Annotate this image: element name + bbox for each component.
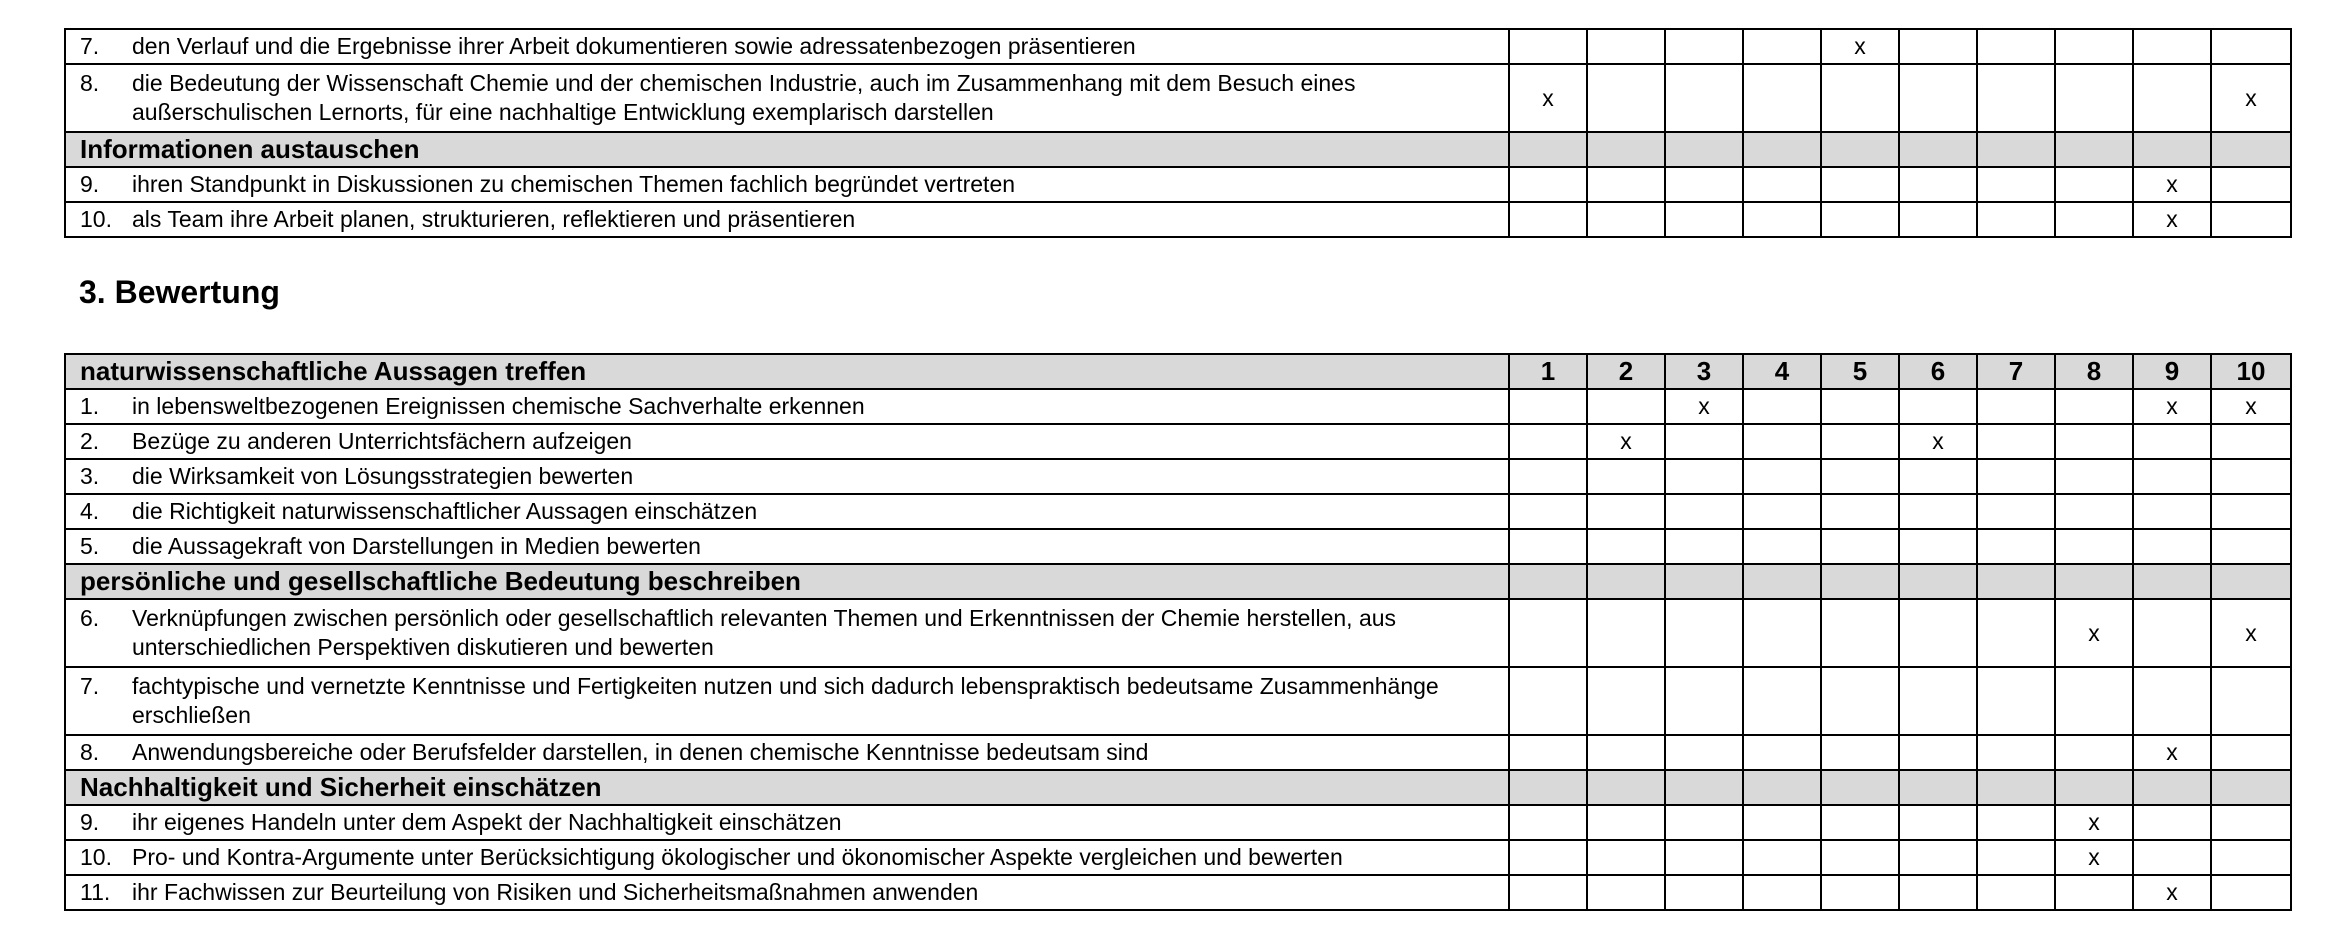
group-cell bbox=[1665, 132, 1743, 167]
mark-cell bbox=[1899, 840, 1977, 875]
mark-cell bbox=[1821, 667, 1899, 735]
column-header: 8 bbox=[2055, 354, 2133, 389]
item-number: 7. bbox=[80, 33, 100, 59]
item-text: Pro- und Kontra-Argumente unter Berücksichtigung ökologischer und ökonomischer Aspekte vergleichen und bewerten bbox=[132, 844, 1343, 870]
mark-cell bbox=[1977, 599, 2055, 667]
mark-cell bbox=[1587, 805, 1665, 840]
group-cell bbox=[2133, 132, 2211, 167]
group-cell bbox=[1899, 132, 1977, 167]
mark-cell bbox=[1665, 202, 1743, 237]
mark-cell bbox=[2211, 202, 2291, 237]
item-description bbox=[65, 64, 1509, 132]
mark-cell bbox=[2133, 840, 2211, 875]
mark-cell bbox=[2211, 167, 2291, 202]
mark-cell bbox=[1821, 599, 1899, 667]
section-title: 3. Bewertung bbox=[79, 274, 280, 310]
mark-cell bbox=[2211, 459, 2291, 494]
mark-cell bbox=[1509, 202, 1587, 237]
mark-cell bbox=[1899, 389, 1977, 424]
item-description bbox=[65, 202, 1509, 237]
mark-cell bbox=[1665, 459, 1743, 494]
group-cell bbox=[1977, 770, 2055, 805]
group-header: Nachhaltigkeit und Sicherheit einschätzen bbox=[65, 770, 1509, 805]
item-text: die Richtigkeit naturwissenschaftlicher Aussagen einschätzen bbox=[132, 498, 758, 524]
mark-cell bbox=[1977, 529, 2055, 564]
mark-cell bbox=[1665, 64, 1743, 132]
item-text: die Wirksamkeit von Lösungsstrategien bewerten bbox=[132, 463, 634, 489]
table-row bbox=[65, 167, 2291, 202]
mark-cell bbox=[1665, 29, 1743, 64]
group-cell bbox=[2211, 132, 2291, 167]
item-description bbox=[65, 735, 1509, 770]
mark-cell bbox=[1509, 599, 1587, 667]
item-number: 10. bbox=[80, 206, 112, 232]
mark-cell bbox=[1509, 735, 1587, 770]
mark-cell: x bbox=[2055, 599, 2133, 667]
group-header: Informationen austauschen bbox=[65, 132, 1509, 167]
item-description bbox=[65, 29, 1509, 64]
mark-cell bbox=[2211, 494, 2291, 529]
item-number: 3. bbox=[80, 463, 100, 489]
mark-cell bbox=[1743, 805, 1821, 840]
group-cell bbox=[1977, 564, 2055, 599]
item-number: 8. bbox=[80, 739, 100, 765]
mark-cell bbox=[1821, 202, 1899, 237]
item-text: als Team ihre Arbeit planen, strukturieren, reflektieren und präsentieren bbox=[132, 206, 856, 232]
mark-cell bbox=[1899, 599, 1977, 667]
mark-cell bbox=[1509, 840, 1587, 875]
mark-cell: x bbox=[2211, 599, 2291, 667]
group-cell bbox=[2133, 564, 2211, 599]
item-text: ihr Fachwissen zur Beurteilung von Risiken und Sicherheitsmaßnahmen anwenden bbox=[132, 879, 979, 905]
mark-cell bbox=[1743, 840, 1821, 875]
mark-cell bbox=[1743, 459, 1821, 494]
mark-cell bbox=[1977, 459, 2055, 494]
table-row bbox=[65, 599, 2291, 667]
mark-cell bbox=[1587, 735, 1665, 770]
mark-cell bbox=[1977, 805, 2055, 840]
item-text: ihr eigenes Handeln unter dem Aspekt der Nachhaltigkeit einschätzen bbox=[132, 809, 842, 835]
mark-cell bbox=[1977, 389, 2055, 424]
mark-cell bbox=[1665, 875, 1743, 910]
mark-cell bbox=[1899, 735, 1977, 770]
mark-cell bbox=[1821, 167, 1899, 202]
item-description bbox=[65, 494, 1509, 529]
group-cell bbox=[1743, 132, 1821, 167]
mark-cell bbox=[1743, 29, 1821, 64]
group-cell bbox=[1743, 564, 1821, 599]
table-row bbox=[65, 424, 2291, 459]
item-number: 8. bbox=[80, 70, 100, 96]
mark-cell bbox=[1665, 667, 1743, 735]
mark-cell bbox=[1587, 667, 1665, 735]
mark-cell bbox=[1509, 167, 1587, 202]
table-row bbox=[65, 805, 2291, 840]
mark-cell bbox=[2055, 64, 2133, 132]
item-description bbox=[65, 424, 1509, 459]
mark-cell bbox=[1587, 29, 1665, 64]
mark-cell bbox=[1665, 840, 1743, 875]
mark-cell bbox=[1899, 29, 1977, 64]
group-cell bbox=[2211, 564, 2291, 599]
item-text: Bezüge zu anderen Unterrichtsfächern aufzeigen bbox=[132, 428, 632, 454]
table-row bbox=[65, 494, 2291, 529]
mark-cell bbox=[1899, 64, 1977, 132]
mark-cell bbox=[1587, 875, 1665, 910]
mark-cell bbox=[1587, 494, 1665, 529]
group-row bbox=[65, 132, 2291, 167]
mark-cell: x bbox=[2211, 389, 2291, 424]
mark-cell bbox=[1509, 424, 1587, 459]
group-cell bbox=[2211, 770, 2291, 805]
mark-cell bbox=[1509, 529, 1587, 564]
mark-cell bbox=[2055, 494, 2133, 529]
item-text: Anwendungsbereiche oder Berufsfelder darstellen, in denen chemische Kenntnisse bedeutsam sind bbox=[132, 739, 1149, 765]
item-description bbox=[65, 667, 1509, 735]
group-cell bbox=[1821, 132, 1899, 167]
table-row bbox=[65, 875, 2291, 910]
item-description bbox=[65, 599, 1509, 667]
evaluation-table bbox=[64, 353, 2292, 911]
mark-cell bbox=[2133, 424, 2211, 459]
item-text: in lebensweltbezogenen Ereignissen chemische Sachverhalte erkennen bbox=[132, 393, 865, 419]
table-row bbox=[65, 202, 2291, 237]
mark-cell bbox=[1821, 424, 1899, 459]
mark-cell bbox=[1821, 389, 1899, 424]
mark-cell bbox=[1977, 735, 2055, 770]
item-number: 9. bbox=[80, 171, 100, 197]
mark-cell bbox=[1509, 29, 1587, 64]
mark-cell bbox=[1509, 875, 1587, 910]
group-cell bbox=[1899, 770, 1977, 805]
mark-cell bbox=[1743, 167, 1821, 202]
column-header: 3 bbox=[1665, 354, 1743, 389]
mark-cell bbox=[1821, 459, 1899, 494]
mark-cell bbox=[1587, 202, 1665, 237]
mark-cell: x bbox=[2055, 840, 2133, 875]
mark-cell bbox=[2133, 667, 2211, 735]
mark-cell bbox=[1509, 805, 1587, 840]
group-row bbox=[65, 770, 2291, 805]
mark-cell: x bbox=[2133, 389, 2211, 424]
mark-cell bbox=[1665, 424, 1743, 459]
mark-cell: x bbox=[2133, 735, 2211, 770]
mark-cell bbox=[1743, 529, 1821, 564]
mark-cell bbox=[1899, 667, 1977, 735]
mark-cell bbox=[1899, 167, 1977, 202]
table-row bbox=[65, 459, 2291, 494]
mark-cell bbox=[1665, 529, 1743, 564]
item-number: 2. bbox=[80, 428, 100, 454]
column-header: 10 bbox=[2211, 354, 2291, 389]
mark-cell bbox=[1587, 389, 1665, 424]
mark-cell: x bbox=[1821, 29, 1899, 64]
mark-cell bbox=[1977, 29, 2055, 64]
item-text: den Verlauf und die Ergebnisse ihrer Arbeit dokumentieren sowie adressatenbezogen präsentieren bbox=[132, 33, 1136, 59]
mark-cell bbox=[1509, 459, 1587, 494]
group-cell bbox=[1587, 132, 1665, 167]
mark-cell bbox=[2055, 202, 2133, 237]
mark-cell bbox=[1743, 494, 1821, 529]
mark-cell: x bbox=[2133, 875, 2211, 910]
mark-cell bbox=[2055, 29, 2133, 64]
item-number: 6. bbox=[80, 605, 100, 631]
group-cell bbox=[1821, 564, 1899, 599]
mark-cell bbox=[1743, 202, 1821, 237]
item-description bbox=[65, 529, 1509, 564]
mark-cell: x bbox=[2211, 64, 2291, 132]
table-row bbox=[65, 529, 2291, 564]
mark-cell bbox=[1743, 875, 1821, 910]
mark-cell bbox=[1509, 667, 1587, 735]
competence-table-top bbox=[64, 28, 2292, 238]
mark-cell bbox=[1587, 459, 1665, 494]
group-cell bbox=[1743, 770, 1821, 805]
mark-cell bbox=[1977, 424, 2055, 459]
mark-cell bbox=[2211, 840, 2291, 875]
group-cell bbox=[1587, 770, 1665, 805]
column-header: 4 bbox=[1743, 354, 1821, 389]
mark-cell bbox=[1899, 202, 1977, 237]
item-number: 10. bbox=[80, 844, 112, 870]
mark-cell bbox=[2055, 735, 2133, 770]
mark-cell bbox=[2211, 875, 2291, 910]
mark-cell bbox=[1743, 735, 1821, 770]
column-header: 2 bbox=[1587, 354, 1665, 389]
mark-cell bbox=[2133, 64, 2211, 132]
mark-cell bbox=[2055, 667, 2133, 735]
mark-cell bbox=[1899, 529, 1977, 564]
mark-cell bbox=[2211, 735, 2291, 770]
item-description bbox=[65, 167, 1509, 202]
group-cell bbox=[1899, 564, 1977, 599]
mark-cell bbox=[1977, 840, 2055, 875]
mark-cell: x bbox=[1509, 64, 1587, 132]
mark-cell bbox=[1587, 840, 1665, 875]
group-cell bbox=[2055, 132, 2133, 167]
item-number: 4. bbox=[80, 498, 100, 524]
group-cell bbox=[2055, 770, 2133, 805]
item-number: 9. bbox=[80, 809, 100, 835]
mark-cell bbox=[2133, 529, 2211, 564]
item-number: 11. bbox=[80, 879, 111, 905]
mark-cell bbox=[2055, 459, 2133, 494]
group-header: naturwissenschaftliche Aussagen treffen bbox=[65, 354, 1509, 389]
group-header: persönliche und gesellschaftliche Bedeutung beschreiben bbox=[65, 564, 1509, 599]
mark-cell: x bbox=[1587, 424, 1665, 459]
mark-cell bbox=[1587, 167, 1665, 202]
mark-cell bbox=[1743, 64, 1821, 132]
item-description bbox=[65, 459, 1509, 494]
item-text: die Aussagekraft von Darstellungen in Medien bewerten bbox=[132, 533, 701, 559]
group-cell bbox=[1977, 132, 2055, 167]
mark-cell bbox=[2133, 29, 2211, 64]
group-cell bbox=[1665, 770, 1743, 805]
mark-cell: x bbox=[1665, 389, 1743, 424]
mark-cell bbox=[2055, 875, 2133, 910]
table-row bbox=[65, 840, 2291, 875]
group-cell bbox=[1587, 564, 1665, 599]
mark-cell bbox=[1977, 875, 2055, 910]
group-cell bbox=[1821, 770, 1899, 805]
mark-cell bbox=[2211, 805, 2291, 840]
mark-cell bbox=[1665, 599, 1743, 667]
column-header: 6 bbox=[1899, 354, 1977, 389]
mark-cell bbox=[1743, 424, 1821, 459]
mark-cell bbox=[1899, 805, 1977, 840]
mark-cell bbox=[1977, 202, 2055, 237]
mark-cell bbox=[1509, 389, 1587, 424]
mark-cell bbox=[1977, 167, 2055, 202]
mark-cell bbox=[1899, 494, 1977, 529]
mark-cell bbox=[1821, 494, 1899, 529]
mark-cell bbox=[2133, 805, 2211, 840]
mark-cell: x bbox=[2133, 202, 2211, 237]
group-cell bbox=[1665, 564, 1743, 599]
group-cell bbox=[2133, 770, 2211, 805]
column-header: 7 bbox=[1977, 354, 2055, 389]
table-row bbox=[65, 389, 2291, 424]
mark-cell bbox=[1821, 735, 1899, 770]
table-row bbox=[65, 667, 2291, 735]
mark-cell bbox=[2211, 667, 2291, 735]
table-row bbox=[65, 29, 2291, 64]
group-cell bbox=[1509, 132, 1587, 167]
mark-cell bbox=[1587, 529, 1665, 564]
mark-cell bbox=[1665, 805, 1743, 840]
mark-cell bbox=[2055, 167, 2133, 202]
item-description bbox=[65, 389, 1509, 424]
mark-cell bbox=[2055, 389, 2133, 424]
column-header: 5 bbox=[1821, 354, 1899, 389]
table-row bbox=[65, 735, 2291, 770]
group-cell bbox=[1509, 564, 1587, 599]
mark-cell bbox=[1977, 494, 2055, 529]
mark-cell: x bbox=[2133, 167, 2211, 202]
mark-cell: x bbox=[1899, 424, 1977, 459]
mark-cell bbox=[1665, 494, 1743, 529]
mark-cell bbox=[2133, 494, 2211, 529]
mark-cell bbox=[1977, 667, 2055, 735]
mark-cell bbox=[1743, 667, 1821, 735]
mark-cell bbox=[1977, 64, 2055, 132]
item-description bbox=[65, 840, 1509, 875]
mark-cell: x bbox=[2055, 805, 2133, 840]
group-cell bbox=[2055, 564, 2133, 599]
mark-cell bbox=[1743, 599, 1821, 667]
mark-cell bbox=[2211, 29, 2291, 64]
item-description bbox=[65, 875, 1509, 910]
mark-cell bbox=[1665, 167, 1743, 202]
mark-cell bbox=[1743, 389, 1821, 424]
mark-cell bbox=[2133, 599, 2211, 667]
table-row bbox=[65, 64, 2291, 132]
item-text: ihren Standpunkt in Diskussionen zu chemischen Themen fachlich begründet vertreten bbox=[132, 171, 1016, 197]
mark-cell bbox=[1821, 805, 1899, 840]
mark-cell bbox=[2133, 459, 2211, 494]
column-header: 1 bbox=[1509, 354, 1587, 389]
mark-cell bbox=[1899, 459, 1977, 494]
item-number: 7. bbox=[80, 673, 100, 699]
mark-cell bbox=[1665, 735, 1743, 770]
item-description bbox=[65, 805, 1509, 840]
mark-cell bbox=[1587, 599, 1665, 667]
item-text: fachtypische und vernetzte Kenntnisse und Fertigkeiten nutzen und sich dadurch lebenspraktisch bedeutsame Zusammenhänge erschließen bbox=[132, 673, 1439, 728]
mark-cell bbox=[2055, 529, 2133, 564]
group-cell bbox=[1509, 770, 1587, 805]
mark-cell bbox=[1821, 875, 1899, 910]
item-number: 5. bbox=[80, 533, 100, 559]
mark-cell bbox=[1821, 529, 1899, 564]
group-row bbox=[65, 564, 2291, 599]
item-text: Verknüpfungen zwischen persönlich oder gesellschaftlich relevanten Themen und Erkenntnissen der Chemie herstellen, aus unterschiedlichen Perspektiven diskutieren und bewerten bbox=[132, 605, 1397, 660]
mark-cell bbox=[1587, 64, 1665, 132]
mark-cell bbox=[2211, 424, 2291, 459]
mark-cell bbox=[1899, 875, 1977, 910]
item-number: 1. bbox=[80, 393, 100, 419]
mark-cell bbox=[1821, 840, 1899, 875]
mark-cell bbox=[2211, 529, 2291, 564]
column-header: 9 bbox=[2133, 354, 2211, 389]
mark-cell bbox=[1821, 64, 1899, 132]
item-text: die Bedeutung der Wissenschaft Chemie und der chemischen Industrie, auch im Zusammenhang mit dem Besuch eines außerschulischen Lernorts, für eine nachhaltige Entwicklung exemplarisch darstellen bbox=[132, 70, 1356, 125]
column-header-row bbox=[65, 354, 2291, 389]
mark-cell bbox=[1509, 494, 1587, 529]
mark-cell bbox=[2055, 424, 2133, 459]
